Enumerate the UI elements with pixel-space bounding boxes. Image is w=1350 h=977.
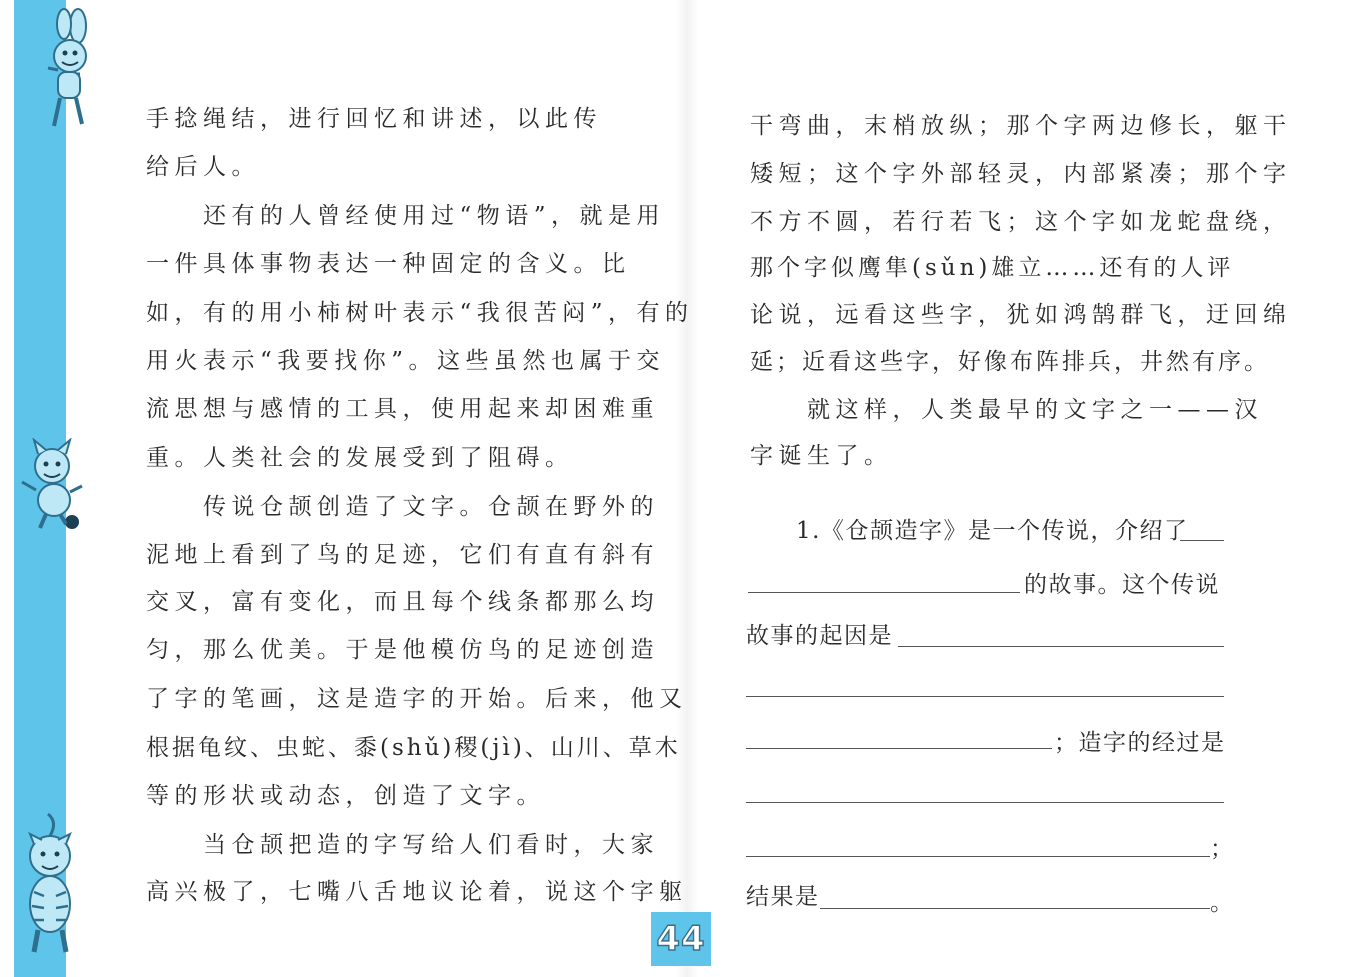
text-line: 一件具体事物表达一种固定的含义。比 (146, 251, 631, 277)
page-number: 44 (656, 919, 706, 959)
process-label: ；造字的经过是 (1054, 730, 1226, 756)
answer-blank-cause-2[interactable] (746, 696, 1224, 697)
text-line: 流思想与感情的工具，使用起来却困难重 (146, 396, 659, 422)
question-prompt: 1.《仓颉造字》是一个传说，介绍了 (796, 518, 1189, 544)
result-label: 结果是 (746, 884, 820, 910)
text-line: 就这样，人类最早的文字之一——汉 (750, 397, 1263, 423)
result-period: 。 (1210, 890, 1235, 916)
answer-blank-cause-3[interactable] (746, 748, 1052, 749)
text-line: 匀，那么优美。于是他模仿鸟的足迹创造 (146, 637, 659, 663)
text-line: 如，有的用小柿树叶表示“我很苦闷”，有的 (146, 300, 694, 326)
text-line: 重。人类社会的发展受到了阻碍。 (146, 445, 574, 471)
answer-blank-process[interactable] (746, 802, 1224, 803)
text-line: 字诞生了。 (750, 443, 893, 469)
answer-blank-cause[interactable] (898, 646, 1224, 647)
text-line: 高兴极了，七嘴八舌地议论着，说这个字躯 (146, 879, 688, 905)
text-line: 了字的笔画，这是造字的开始。后来，他又 (146, 686, 688, 712)
text-line: 手捻绳结，进行回忆和讲述，以此传 (146, 106, 602, 132)
text-line: 干弯曲，末梢放纵；那个字两边修长，躯干 (750, 113, 1292, 139)
text-line: 当仓颉把造的字写给人们看时，大家 (146, 832, 659, 858)
story-suffix: 的故事。这个传说 (1024, 572, 1220, 598)
text-line: 泥地上看到了鸟的足迹，它们有直有斜有 (146, 542, 659, 568)
cause-label: 故事的起因是 (746, 623, 893, 649)
answer-blank-story-2[interactable] (748, 592, 1020, 593)
text-line: 给后人。 (146, 154, 260, 180)
text-line: 延；近看这些字，好像布阵排兵，井然有序。 (750, 349, 1270, 375)
answer-blank-story[interactable] (1180, 540, 1224, 541)
answer-blank-process-2[interactable] (746, 856, 1210, 857)
answer-blank-result[interactable] (820, 908, 1210, 909)
text-line: 论说，远看这些字，犹如鸿鹄群飞，迂回绵 (750, 302, 1292, 328)
text-line: 那个字似鹰隼(sǔn)雄立……还有的人评 (750, 255, 1235, 281)
text-line: 等的形状或动态，创造了文字。 (146, 783, 545, 809)
text-line: 传说仓颉创造了文字。仓颉在野外的 (146, 494, 659, 520)
page-number-badge (651, 912, 711, 966)
text-line: 还有的人曾经使用过“物语”，就是用 (146, 203, 666, 229)
text-line: 矮短；这个字外部轻灵，内部紧凑；那个字 (750, 161, 1292, 187)
text-line: 交叉，富有变化，而且每个线条都那么均 (146, 589, 659, 615)
text-line: 根据龟纹、虫蛇、黍(shǔ)稷(jì)、山川、草木 (146, 735, 681, 761)
text-line: 不方不圆，若行若飞；这个字如龙蛇盘绕， (750, 209, 1292, 235)
text-line: 用火表示“我要找你”。这些虽然也属于交 (146, 348, 666, 374)
process-semicolon: ； (1210, 836, 1235, 862)
